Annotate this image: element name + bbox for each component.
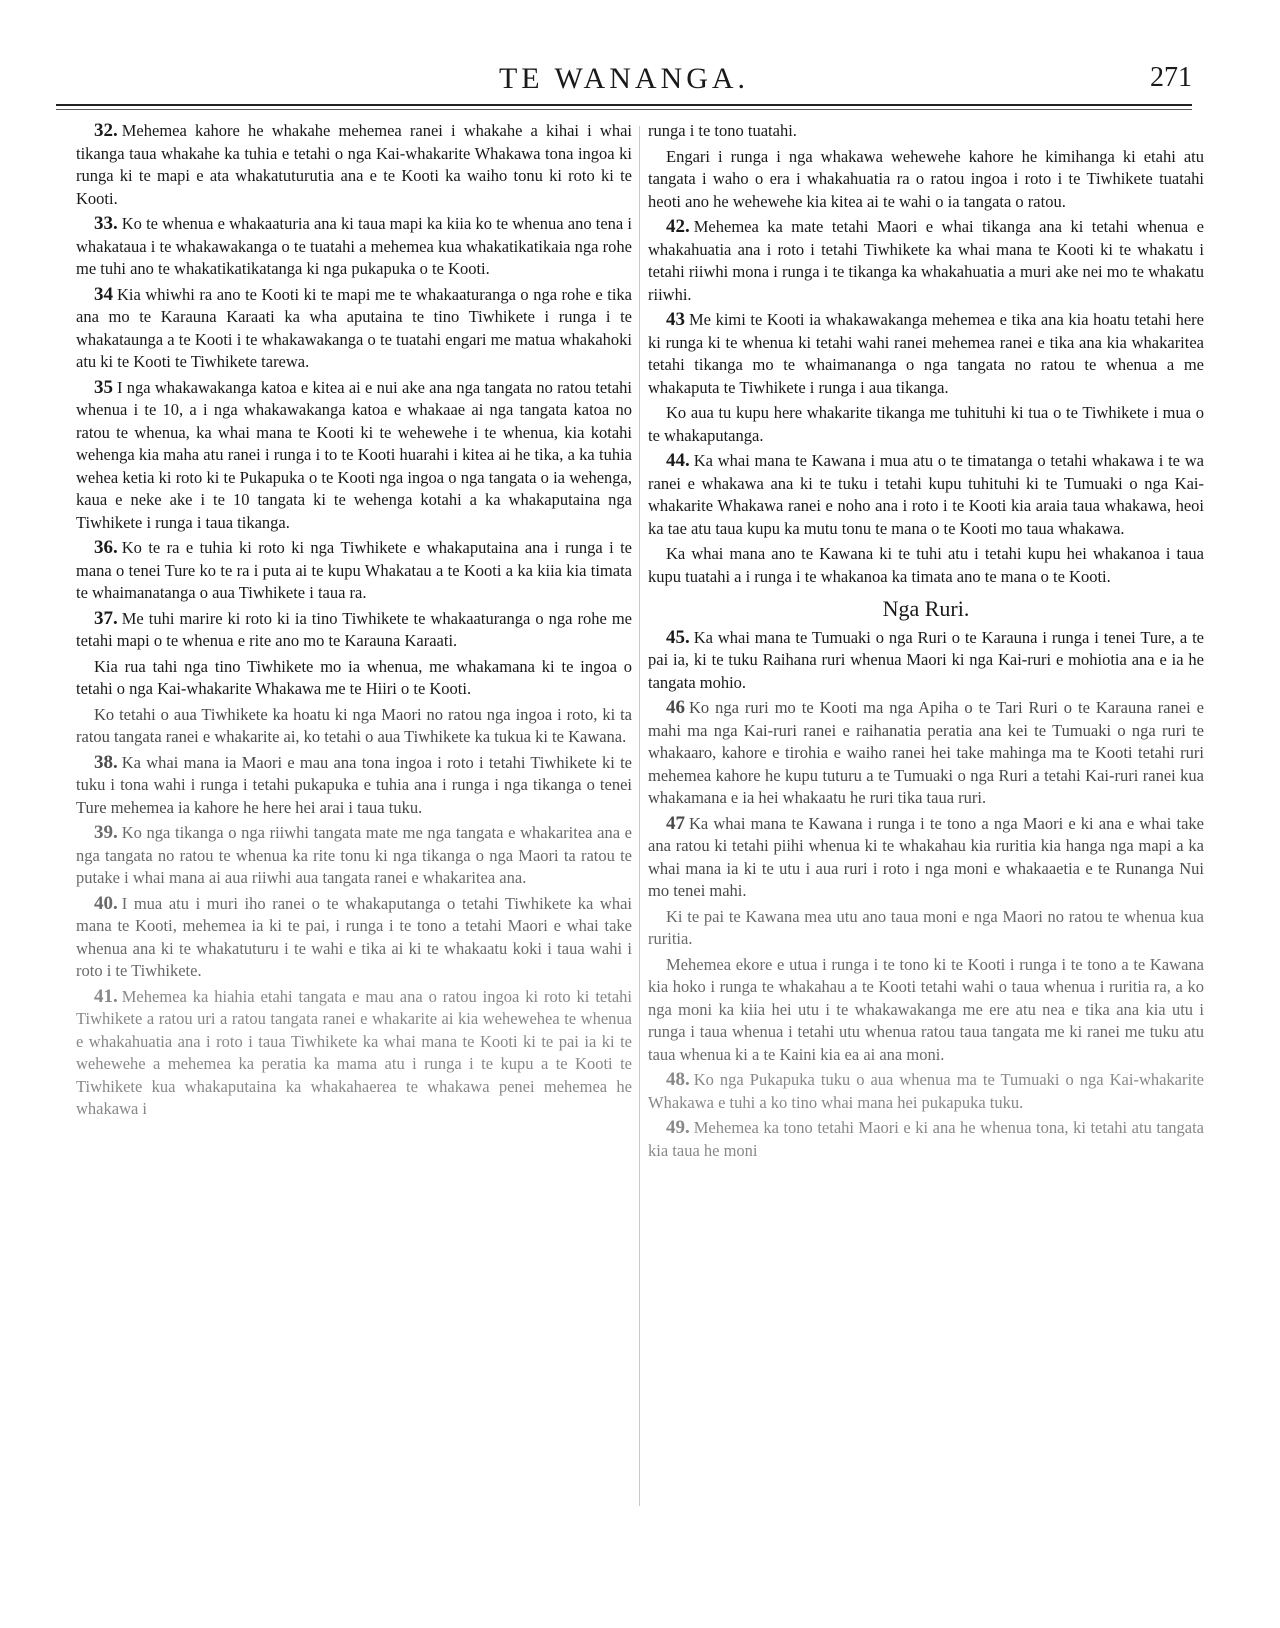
clause-paragraph: [76, 656, 632, 701]
clause-text: Engari i runga i nga whakawa wehewehe kahore he kimihanga ki etahi atu tangata i waho o era i whakahuatia ra o ratou ingoa i roto i te Tiwhikete tuatahi heoti ano he wehewehe kia kitea ai te wahi o ia tangata o ratou.: [648, 146, 1204, 211]
clause-paragraph: [76, 377, 632, 535]
clause-text: Ko te whenua e whakaaturia ana ki taua mapi ka kiia ko te whenua ano tena i whakataua i te whakawakanga o te tuatahi a mehemea kua whakatikatikaia nga rohe me tuhi ano te whakatikatikatanga ki nga pukapuka o te Kooti.: [76, 214, 632, 278]
clause-number: 43: [666, 309, 685, 330]
clause-text: Ko te ra e tuhia ki roto ki nga Tiwhikete e whakaputaina ana i runga i te mana o tenei Ture ko te ra i puta ai te kupu Whakatau a te Kooti a ka kiia kia timata te whaimanatanga o aua Tiwhikete i taua ra.: [76, 538, 632, 602]
clause-text: Me kimi te Kooti ia whakawakanga mehemea e tika ana kia hoatu tetahi here ki runga ki te whenua ki tetahi wahi ranei mehemea ranei e tika ana kia whakaritea tetahi tikanga mo te whaimananga o nga tangata no ratou te whenua a me whakaputa te Tiwhikete i runga i aua tikanga.: [648, 310, 1204, 397]
clause-paragraph: [648, 1069, 1204, 1114]
clause-text: Ka whai mana te Kawana i runga i te tono a nga Maori e ki ana e whai take ana ratou ki tetahi piihi whenua ki te whakahau kia ruritia kia hanga nga mapi a ka whai mana ia ki te utu i aua ruri i roto i nga moni e whakaaetia e te Runanga Nui mo tenei mahi.: [648, 813, 1204, 900]
clause-number: 35: [94, 376, 113, 398]
clause-text: Mehemea kahore he whakahe mehemea ranei i whakahe a kihai i whai tikanga taua whakahe ka tuhia e tetahi o nga Kai-whakarite Whakawa tona ingoa ki runga ki te mapi e ata whakatuturutia ana e te Kooti ka waiho tonu ki roto ki te Kooti.: [76, 121, 632, 208]
clause-paragraph: [648, 146, 1204, 214]
clause-text: Mehemea ka mate tetahi Maori e whai tikanga ana ki tetahi whenua e whakahuatia ana i roto i tetahi Tiwhikete ka whai mana te Kooti ki te whakatu i tetahi riiwhi mona i runga i te tikanga ka whakahuatia a muri ake nei mo te whakatu riiwhi.: [648, 217, 1204, 304]
clause-paragraph: [648, 120, 1204, 143]
clause-number: 40.: [94, 892, 118, 914]
clause-paragraph: [76, 213, 632, 281]
clause-paragraph: [76, 822, 632, 890]
clause-paragraph: [648, 627, 1204, 695]
column-divider: [639, 126, 640, 1506]
clause-paragraph: [648, 543, 1204, 588]
clause-text: I mua atu i muri iho ranei o te whakaputanga o tetahi Tiwhikete ka whai mana te Kooti, mehemea ia ki te pai, i runga i te tono a tetahi Maori e whai take whenua ana ki te whakatuturu i te wahi e tika ai ki te whakaatu koki i taua wahi i roto i te Tiwhikete.: [76, 893, 632, 980]
page-number: 271: [1150, 62, 1192, 93]
clause-paragraph: [76, 704, 632, 749]
clause-number: 46: [666, 697, 685, 718]
clause-number: 48.: [666, 1069, 690, 1090]
header-rule: [56, 104, 1192, 106]
clause-number: 39.: [94, 822, 118, 843]
clause-text: I nga whakawakanga katoa e kitea ai e nui ake ana nga tangata no ratou tetahi whenua i te 10, a i nga whakawakanga katoa e whakaae ai nga tangata katoa no ratou te whenua, ka whai mana te Kooti ki te wehewehe i te whenua, kia kotahi wehenga kia maha atu ranei i runga i to te Kooti huarahi i kitea ai he tika, a ka tuhia wehea ketia ki roto ki te Pukapuka o te Kooti nga ingoa o nga tangata o ia wehenga, kaua e neke ake i te 10 tangata ki te wehenga kotahi a ka whakaputaina nga Tiwhikete i runga i taua tikanga.: [76, 377, 632, 532]
clause-text: Ka whai mana te Tumuaki o nga Ruri o te Karauna i runga i tenei Ture, a te pai ia, ki te tuku Raihana ruri whenua Maori ki nga Kai-ruri e mohiotia ana e ia he tangata mohio.: [648, 627, 1204, 692]
clause-text: Ko aua tu kupu here whakarite tikanga me tuhituhi ki tua o te Tiwhikete i mua o te whakaputanga.: [648, 403, 1204, 445]
clause-text: Me tuhi marire ki roto ki ia tino Tiwhikete te whakaaturanga o nga rohe me tetahi mapi o te whenua e rite ano mo te Karauna Karaati.: [76, 608, 632, 650]
clause-number: 33.: [94, 213, 118, 234]
clause-number: 32.: [94, 120, 118, 141]
clause-text: Kia rua tahi nga tino Tiwhikete mo ia whenua, me whakamana ki te ingoa o tetahi o nga Kai-whakarite Whakawa me te Hiiri o te Kooti.: [76, 656, 632, 698]
clause-paragraph: [648, 309, 1204, 399]
clause-text: Ka whai mana ia Maori e mau ana tona ingoa i roto i tetahi Tiwhikete ki te tuku i tona wahi i runga i tetahi pukapuka e tuhia ana i runga i nga tikanga o tenei Ture mehemea ia kahore he here hei arai i taua tuku.: [76, 752, 632, 817]
page-header: [56, 62, 1192, 106]
left-column: [76, 120, 632, 1520]
clause-paragraph: [648, 906, 1204, 951]
clause-number: 47: [666, 812, 685, 834]
clause-paragraph: [648, 450, 1204, 540]
clause-text: Kia whiwhi ra ano te Kooti ki te mapi me te whakaaturanga o nga rohe e tika ana mo te Karauna Karaati ka wha aputaina te tino Tiwhikete i runga i te whakataunga a te Kooti i te whakawakanga o te tuatahi engari me matua whakahoki atu ki te Kooti te Tiwhikete tarewa.: [76, 284, 632, 371]
right-column: [648, 120, 1204, 1520]
clause-paragraph: [648, 1117, 1204, 1162]
clause-number: 44.: [666, 450, 690, 471]
clause-paragraph: [76, 986, 632, 1121]
section-heading: Nga Ruri.: [882, 596, 970, 621]
clause-paragraph: [648, 216, 1204, 306]
clause-paragraph: [648, 813, 1204, 903]
clause-text: Mehemea ka tono tetahi Maori e ki ana he whenua tona, ki tetahi atu tangata kia taua he moni: [648, 1118, 1204, 1160]
clause-number: 41.: [94, 985, 118, 1007]
clause-paragraph: [648, 954, 1204, 1067]
clause-text: Ko nga Pukapuka tuku o aua whenua ma te Tumuaki o nga Kai-whakarite Whakawa e tuhi a ko tino whai mana hei pukapuka tuku.: [648, 1070, 1204, 1112]
clause-text: Ko tetahi o aua Tiwhikete ka hoatu ki nga Maori no ratou nga ingoa i roto, ki ta ratou tangata ranei e whakarite ai, ko tetahi o aua Tiwhikete ka tukua ki te Kawana.: [76, 704, 632, 746]
clause-text: Ko nga tikanga o nga riiwhi tangata mate me nga tangata e whakaritea ana e nga tangata no ratou te whenua ka rite tonu ki nga tikanga o nga Maori ta ratou te putake i whai mana ai aua riiwhi aua tangata ranei e whakaritea ana.: [76, 823, 632, 887]
clause-text: Mehemea ekore e utua i runga i te tono ki te Kooti i runga i te tono a te Kawana kia hoko i runga te whakahau a te Kooti tetahi wahi o taua whenua i ruritia ra, a ko nga moni ka kiia hei utu i te whakawakanga me ere atu nea e tika ana kia utu i runga i taua whenua i tetahi utu whenua ratou taua tangata me ki ranei me tuku atu taua whenua ki a te Kaini kia ea ai ana moni.: [648, 954, 1204, 1064]
clause-text: Ki te pai te Kawana mea utu ano taua moni e nga Maori no ratou te whenua kua ruritia.: [648, 906, 1204, 948]
clause-paragraph: [76, 120, 632, 210]
clause-text: Ka whai mana te Kawana i mua atu o te timatanga o tetahi whakawa i te wa ranei e whakawa ana ki te tuku i tetahi kupu tuhituhi ki te Tumuaki o nga Kai-whakarite Whakawa ranei e noho ana i roto i te Kooti kia araia taua whakawa, heoi ka tae atu taua kupu ka mutu tonu te mana o te Kooti mo taua whakawa.: [648, 451, 1204, 538]
clause-number: 34: [94, 283, 113, 305]
clause-number: 42.: [666, 216, 690, 237]
clause-paragraph: [76, 893, 632, 983]
clause-text: Ka whai mana ano te Kawana ki te tuhi atu i tetahi kupu hei whakanoa i taua kupu tuatahi a i runga i te whakanoa ka timata ano te mana o te Kooti.: [648, 544, 1204, 586]
clause-paragraph: [76, 752, 632, 820]
clause-text: Mehemea ka hiahia etahi tangata e mau ana o ratou ingoa ki roto ki tetahi Tiwhikete a ratou uri a ratou tangata ranei e whakarite ai kia wehewehea te whenua e whakahuatia ana i roto i taua Tiwhikete ka whai mana te Kooti ki te pai ia ki te wehewehe a mehemea ka peratia ka mama atu i runga i te kupu a te Kooti te Tiwhikete kua whakaputaina ka whakahaerea te whakawa penei mehemea he whakawa i: [76, 986, 632, 1118]
clause-paragraph: [648, 697, 1204, 810]
clause-text: Ko nga ruri mo te Kooti ma nga Apiha o te Tari Ruri o te Karauna ranei e mahi ma nga Kai-ruri ranei e raihanatia peratia ana kei te Tumuaki o nga ruri te whakaaro, kahore e tirohia e waiho ranei hei take mahinga ma te Kooti tetahi ruri mehemea kahore he kupu tuturu a te Tumuaki o nga Ruri a tetahi Kai-ruri ranei kua whakamana e ia hei whakaatu he ruri tika taua ruri.: [648, 698, 1204, 807]
clause-number: 37.: [94, 607, 118, 629]
clause-number: 49.: [666, 1117, 690, 1138]
clause-number: 45.: [666, 626, 690, 648]
masthead-title: TE WANANGA.: [498, 62, 750, 95]
clause-number: 38.: [94, 751, 118, 773]
clause-text: runga i te tono tuatahi.: [648, 121, 797, 140]
clause-number: 36.: [94, 537, 118, 558]
clause-paragraph: [76, 608, 632, 653]
clause-paragraph: [648, 402, 1204, 447]
clause-paragraph: [76, 284, 632, 374]
clause-paragraph: [76, 537, 632, 605]
header-rule-thin: [56, 109, 1192, 110]
